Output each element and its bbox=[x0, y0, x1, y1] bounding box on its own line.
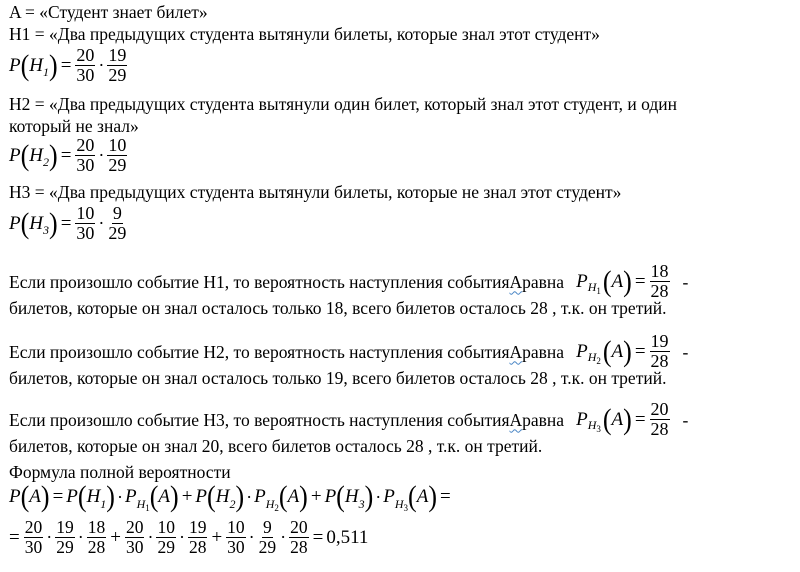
dash: - bbox=[682, 409, 689, 430]
cond-prob-formula: P $H_2$ ( A ) = $\frac{19}{28}$ bbox=[576, 331, 669, 371]
fraction: $\frac{10}{30}$ bbox=[76, 203, 95, 243]
cond-line2: билетов, которые он знал осталось только 19, всего билетов осталось 28 , т.к. он третий. bbox=[9, 368, 667, 388]
result-value: 0,511 bbox=[326, 526, 369, 548]
final-computation: = $\frac{20}{30}$ · $\frac{19}{29}$ · $\frac{18}{28}$ + $\frac{20}{30}$ · $\frac{10}{29}$ · $\frac{19}{28}$ + $\frac{10}{30}$ · $\frac{9}{29}$ · $\frac{20}{28}$ = 0,511 bbox=[9, 517, 369, 557]
h2-definition-line2: который не знал» bbox=[9, 116, 139, 136]
cond-lead: Если произошло событие Н1, то вероятность наступления события bbox=[9, 271, 510, 292]
cond-lead: Если произошло событие Н3, то вероятность наступления события bbox=[9, 409, 510, 430]
fraction: $\frac{10}{29}$ bbox=[157, 517, 175, 557]
h1-definition-text: Н1 = «Два предыдущих студента вытянули билеты, которые знал этот студент» bbox=[9, 24, 600, 44]
h3-definition: Н3 = «Два предыдущих студента вытянули билеты, которые не знал этот студент» bbox=[9, 182, 622, 202]
fraction: $\frac{20}{30}$ bbox=[125, 517, 144, 557]
total-probability-title: Формула полной вероятности bbox=[9, 462, 231, 482]
cond-line2: билетов, которые он знал осталось только 18, всего билетов осталось 28 , т.к. он третий. bbox=[9, 298, 667, 318]
cond-lead: Если произошло событие Н2, то вероятность наступления события bbox=[9, 341, 510, 362]
dash: - bbox=[682, 271, 689, 292]
fraction: $\frac{20}{30}$ bbox=[76, 45, 95, 85]
event-a-label: А bbox=[509, 341, 523, 362]
fraction: $\frac{19}{28}$ bbox=[188, 517, 207, 557]
fraction: $\frac{20}{30}$ bbox=[24, 517, 43, 557]
fraction: $\frac{10}{29}$ bbox=[108, 135, 127, 175]
cond-tail: равна bbox=[522, 409, 565, 430]
cond-prob-formula: P $H_3$ ( A ) = $\frac{20}{28}$ bbox=[576, 399, 669, 439]
fraction: $\frac{20}{28}$ bbox=[650, 399, 669, 439]
h1-definition bbox=[9, 24, 600, 44]
cond-prob-formula: P $H_1$ ( A ) = $\frac{18}{28}$ bbox=[576, 261, 669, 301]
fraction: $\frac{20}{30}$ bbox=[76, 135, 95, 175]
cond-line1 bbox=[9, 262, 688, 301]
event-a-definition: A = «Студент знает билет» bbox=[9, 2, 208, 22]
fraction: $\frac{19}{29}$ bbox=[108, 45, 127, 85]
formula-p-h2: P ( H 2 ) = $\frac{20}{30}$ · $\frac{10}{29}$ bbox=[9, 135, 127, 175]
formula-p-h1: P ( H 1 ) = $\frac{20}{30}$ · $\frac{19}{29}$ bbox=[9, 45, 127, 85]
cond-line2: билетов, которые он знал 20, всего билетов осталось 28 , т.к. он третий. bbox=[9, 436, 543, 456]
fraction: $\frac{19}{28}$ bbox=[650, 331, 669, 371]
cond-line1 bbox=[9, 332, 688, 371]
event-a-label: А bbox=[509, 271, 523, 292]
fraction: $\frac{9}{29}$ bbox=[108, 203, 127, 243]
fraction: $\frac{20}{28}$ bbox=[290, 517, 308, 557]
dash: - bbox=[682, 341, 689, 362]
fraction: $\frac{19}{29}$ bbox=[56, 517, 74, 557]
fraction: $\frac{18}{28}$ bbox=[87, 517, 106, 557]
fraction: $\frac{18}{28}$ bbox=[650, 261, 669, 301]
fraction: $\frac{10}{30}$ bbox=[227, 517, 245, 557]
formula-p-h3: P ( H 3 ) = $\frac{10}{30}$ · $\frac{9}{29}$ bbox=[9, 203, 127, 243]
fraction: $\frac{9}{29}$ bbox=[258, 517, 277, 557]
cond-tail: равна bbox=[522, 271, 565, 292]
h2-definition-line1: Н2 = «Два предыдущих студента вытянули один билет, который знал этот студент, и один bbox=[9, 94, 677, 114]
cond-tail: равна bbox=[522, 341, 565, 362]
cond-line1 bbox=[9, 400, 688, 439]
total-probability-formula: P ( A ) = P ( H 1 ) · P $H_1$ ( A ) + P ( H 2 ) · P $H_2$ ( A ) + P ( H 3 ) · P $H_3$ ( A ) = bbox=[9, 480, 451, 513]
event-a-label: А bbox=[509, 409, 523, 430]
